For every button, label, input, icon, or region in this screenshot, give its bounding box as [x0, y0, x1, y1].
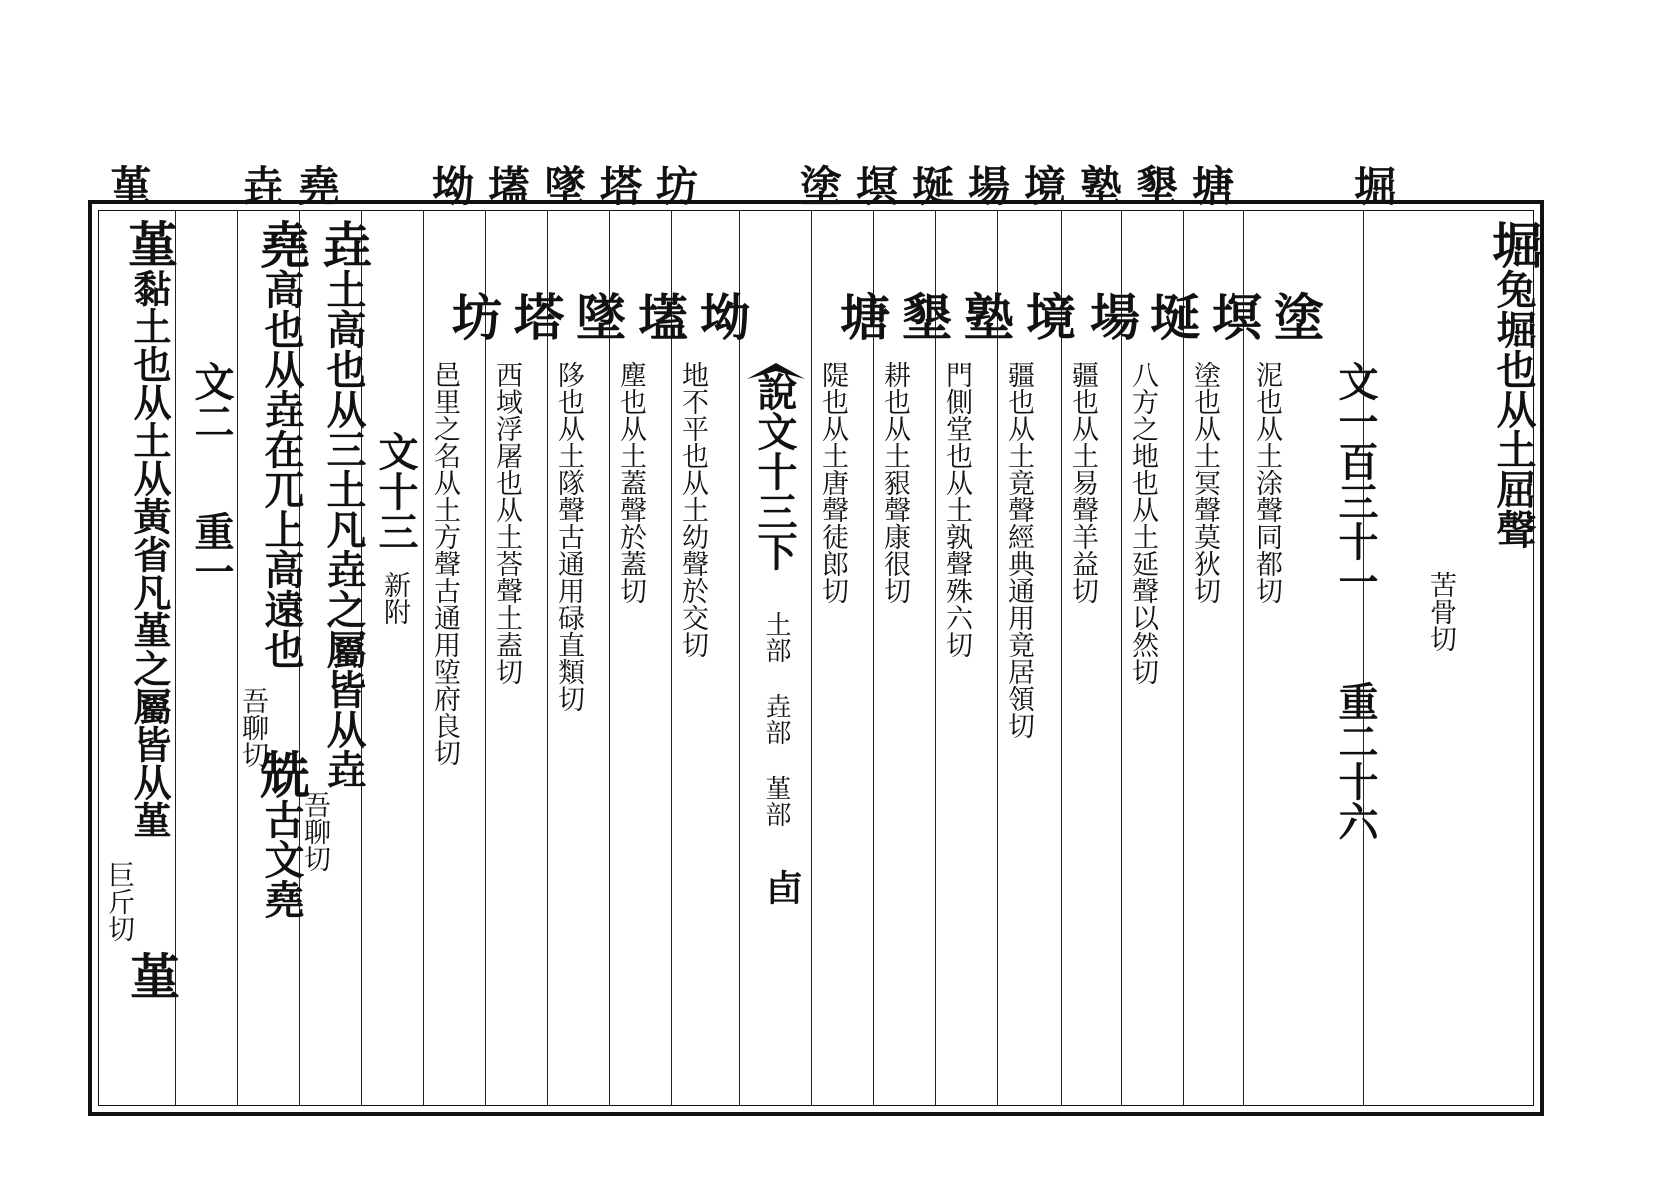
seal-character: 塾: [956, 291, 1015, 341]
seal-character: 坊: [444, 291, 503, 341]
fold-subtitle: 土部 垚部 堇部: [761, 611, 791, 827]
count-text: 重二十六: [1332, 681, 1379, 841]
header-heading-3: 坳壒墜塔坊: [432, 162, 713, 211]
column-divider: [873, 211, 874, 1105]
column-divider: [1061, 211, 1062, 1105]
column-divider: [237, 211, 238, 1105]
entry-column: [113, 219, 185, 839]
entry-note: 新附: [379, 571, 410, 625]
entry-note: 巨斤切: [103, 861, 134, 942]
entry-note: 門側堂也从土孰聲殊六切: [941, 361, 972, 658]
entry-column: [623, 291, 695, 341]
seal-character: 塓: [1204, 291, 1263, 341]
seal-character: 墾: [894, 291, 953, 341]
header-heading-2: 塗塓埏場境塾墾塘: [800, 162, 1249, 211]
entry-note: 疆也从土易聲羊益切: [1067, 361, 1098, 604]
entry-note: 吾聊切: [237, 687, 268, 768]
entry-column: [887, 291, 959, 341]
seal-character: 塔: [506, 291, 565, 341]
column-divider: [739, 211, 740, 1105]
page-frame-inner: [98, 210, 1543, 1106]
entry-note: 耕也从土豤聲康很切: [879, 361, 910, 604]
seal-character: 境: [1018, 291, 1077, 341]
seal-character: 兟: [252, 749, 311, 799]
seal-character: 場: [1082, 291, 1141, 341]
seal-character: 墜: [568, 291, 627, 341]
entry-column: [949, 291, 1021, 341]
seal-character: 塗: [1266, 291, 1325, 341]
page-frame: [88, 200, 1544, 1116]
header-heading-5: 堇: [110, 162, 167, 211]
column-divider: [1183, 211, 1184, 1105]
column-divider: [671, 211, 672, 1105]
column-divider: [1363, 211, 1364, 1105]
entry-note: 八方之地也从土延聲以然切: [1127, 361, 1158, 685]
entry-column: [245, 749, 317, 919]
entry-note: 疆也从土竟聲經典通用竟居領切: [1003, 361, 1034, 739]
entry-column: [561, 291, 633, 341]
entry-note: 吾聊切: [299, 791, 330, 872]
seal-character: 埏: [1142, 291, 1201, 341]
entry-note: 邑里之名从土方聲古通用埅府良切: [429, 361, 460, 766]
entry-text: 兔堀也从土屈聲: [1490, 269, 1537, 549]
seal-character: 塘: [832, 291, 891, 341]
fold-banner: 說文十三下: [751, 371, 798, 571]
column-divider: [485, 211, 486, 1105]
count-text: 文十三: [372, 431, 419, 551]
entry-note: 隄也从土唐聲徒郎切: [817, 361, 848, 604]
entry-column: [499, 291, 571, 341]
entry-column: [307, 219, 379, 789]
seal-character: 堀: [1484, 219, 1543, 269]
entry-text: 高也从垚在兀上高遠也: [258, 269, 305, 669]
count-text: 文二: [188, 361, 235, 441]
seal-character: 坳: [692, 291, 751, 341]
count-text: 文一百三十一: [1332, 361, 1379, 601]
entry-column: [1011, 291, 1083, 341]
column-divider: [423, 211, 424, 1105]
entry-column: [1075, 291, 1147, 341]
count-text: 重一: [188, 511, 235, 591]
entry-column: [1477, 219, 1549, 549]
entry-column: [1197, 291, 1269, 341]
entry-note: 塗也从土冥聲莫狄切: [1189, 361, 1220, 604]
entry-column: [825, 291, 897, 341]
page-number: 卣: [761, 869, 803, 905]
entry-column: [685, 291, 757, 341]
column-divider: [609, 211, 610, 1105]
entry-note: 苦骨切: [1425, 571, 1456, 652]
entry-column: [1259, 291, 1331, 341]
seal-character: 壒: [630, 291, 689, 341]
entry-note: 地不平也从土幼聲於交切: [677, 361, 708, 658]
column-divider: [811, 211, 812, 1105]
entry-note: 西域浮屠也从土荅聲土盍切: [491, 361, 522, 685]
entry-text: 古文堯: [258, 799, 305, 919]
column-divider: [1121, 211, 1122, 1105]
entry-note: 塵也从土蓋聲於蓋切: [615, 361, 646, 604]
entry-note: 陊也从土隊聲古通用碌直類切: [553, 361, 584, 712]
seal-character: 垚: [314, 219, 373, 269]
header-heading-4: 垚堯: [242, 162, 355, 211]
entry-column: [437, 291, 509, 341]
column-divider: [997, 211, 998, 1105]
entry-text: 土高也从三土凡垚之屬皆从垚: [320, 269, 367, 789]
column-divider: [1243, 211, 1244, 1105]
column-divider: [935, 211, 936, 1105]
seal-character: 堯: [252, 219, 311, 269]
entry-column: [245, 219, 317, 669]
entry-text: 黏土也从土从黃省凡堇之屬皆从堇: [127, 269, 172, 839]
column-divider: [547, 211, 548, 1105]
entry-note: 泥也从土涂聲同都切: [1251, 361, 1282, 604]
seal-character: 堇: [122, 951, 181, 1001]
header-heading-1: 堀: [1354, 162, 1411, 211]
seal-character: 堇: [120, 219, 179, 269]
